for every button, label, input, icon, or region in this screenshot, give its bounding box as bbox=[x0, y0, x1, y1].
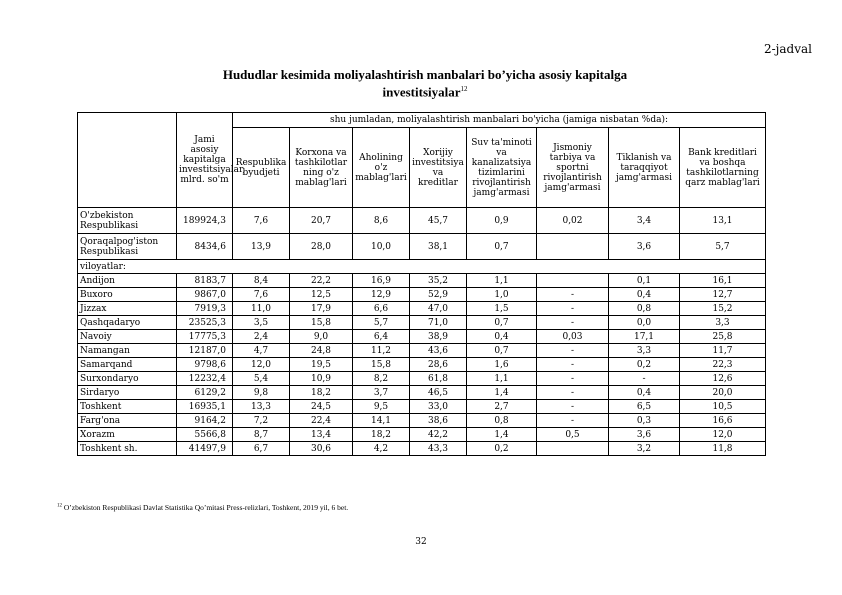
value-cell: 18,2 bbox=[353, 428, 410, 442]
region-cell: Xorazm bbox=[78, 428, 177, 442]
total-cell: 9164,2 bbox=[177, 414, 233, 428]
value-cell: 1,1 bbox=[467, 274, 537, 288]
value-cell: 22,3 bbox=[680, 358, 766, 372]
header-col-6: Tiklanish va taraqqiyot jamg'armasi bbox=[609, 128, 680, 208]
value-cell: - bbox=[537, 386, 609, 400]
value-cell: 61,8 bbox=[410, 372, 467, 386]
value-cell: 13,4 bbox=[290, 428, 353, 442]
value-cell: 2,4 bbox=[233, 330, 290, 344]
table-row bbox=[78, 442, 766, 456]
header-region-blank bbox=[78, 113, 177, 208]
value-cell: 6,4 bbox=[353, 330, 410, 344]
region-cell: Namangan bbox=[78, 344, 177, 358]
header-col-1: Korxona va tashkilotlar ning o'z mablag'lari bbox=[290, 128, 353, 208]
value-cell: 17,9 bbox=[290, 302, 353, 316]
value-cell: 28,0 bbox=[290, 234, 353, 260]
region-cell: Qashqadaryo bbox=[78, 316, 177, 330]
region-cell: Sirdaryo bbox=[78, 386, 177, 400]
value-cell: 6,5 bbox=[609, 400, 680, 414]
value-cell: - bbox=[537, 316, 609, 330]
value-cell: 24,8 bbox=[290, 344, 353, 358]
table-row bbox=[78, 288, 766, 302]
page-number: 32 bbox=[415, 537, 427, 547]
value-cell: 0,1 bbox=[609, 274, 680, 288]
value-cell: 10,5 bbox=[680, 400, 766, 414]
table-row bbox=[78, 372, 766, 386]
value-cell: 1,6 bbox=[467, 358, 537, 372]
value-cell: 8,2 bbox=[353, 372, 410, 386]
value-cell: 19,5 bbox=[290, 358, 353, 372]
value-cell: 38,9 bbox=[410, 330, 467, 344]
value-cell: 28,6 bbox=[410, 358, 467, 372]
value-cell bbox=[537, 274, 609, 288]
value-cell: 0,5 bbox=[537, 428, 609, 442]
value-cell: 0,7 bbox=[467, 344, 537, 358]
value-cell: - bbox=[537, 414, 609, 428]
value-cell: 12,7 bbox=[680, 288, 766, 302]
value-cell: 11,7 bbox=[680, 344, 766, 358]
value-cell bbox=[537, 442, 609, 456]
total-cell: 9798,6 bbox=[177, 358, 233, 372]
value-cell: 11,2 bbox=[353, 344, 410, 358]
value-cell: 3,7 bbox=[353, 386, 410, 400]
table-row bbox=[78, 330, 766, 344]
header-col-7: Bank kreditlari va boshqa tashkilotlarning qarz mablag'lari bbox=[680, 128, 766, 208]
value-cell: 38,6 bbox=[410, 414, 467, 428]
value-cell: 24,5 bbox=[290, 400, 353, 414]
value-cell: 7,2 bbox=[233, 414, 290, 428]
value-cell: 46,5 bbox=[410, 386, 467, 400]
value-cell: 5,7 bbox=[680, 234, 766, 260]
title-footnote-ref: 12 bbox=[460, 85, 468, 93]
value-cell: - bbox=[537, 302, 609, 316]
value-cell: 15,8 bbox=[353, 358, 410, 372]
table-row bbox=[78, 274, 766, 288]
value-cell: 12,5 bbox=[290, 288, 353, 302]
value-cell: 6,6 bbox=[353, 302, 410, 316]
value-cell: 1,1 bbox=[467, 372, 537, 386]
region-cell: Farg'ona bbox=[78, 414, 177, 428]
value-cell: - bbox=[537, 400, 609, 414]
value-cell: 12,0 bbox=[233, 358, 290, 372]
value-cell: 14,1 bbox=[353, 414, 410, 428]
value-cell: 9,8 bbox=[233, 386, 290, 400]
table-row bbox=[78, 302, 766, 316]
total-cell: 12187,0 bbox=[177, 344, 233, 358]
value-cell: 43,6 bbox=[410, 344, 467, 358]
value-cell: 0,03 bbox=[537, 330, 609, 344]
value-cell: 45,7 bbox=[410, 208, 467, 234]
value-cell: 22,4 bbox=[290, 414, 353, 428]
value-cell: 25,8 bbox=[680, 330, 766, 344]
value-cell: 3,3 bbox=[680, 316, 766, 330]
value-cell: 3,3 bbox=[609, 344, 680, 358]
value-cell: 11,8 bbox=[680, 442, 766, 456]
value-cell: 20,7 bbox=[290, 208, 353, 234]
total-cell: 8183,7 bbox=[177, 274, 233, 288]
value-cell: 1,0 bbox=[467, 288, 537, 302]
value-cell: 0,4 bbox=[609, 386, 680, 400]
value-cell: 13,9 bbox=[233, 234, 290, 260]
title-line-1: Hududlar kesimida moliyalashtirish manbalari bo’yicha asosiy kapitalga bbox=[222, 67, 628, 82]
value-cell: 22,2 bbox=[290, 274, 353, 288]
table-row bbox=[78, 208, 766, 234]
value-cell: 7,6 bbox=[233, 208, 290, 234]
total-cell: 16935,1 bbox=[177, 400, 233, 414]
value-cell: 52,9 bbox=[410, 288, 467, 302]
value-cell: 8,6 bbox=[353, 208, 410, 234]
value-cell: 0,7 bbox=[467, 234, 537, 260]
value-cell: 16,1 bbox=[680, 274, 766, 288]
footnote-text: O’zbekiston Respublikasi Davlat Statistika Qo’mitasi Press-relizlari, Toshkent, 2019 yil, 6 bet. bbox=[63, 503, 349, 512]
value-cell: 4,7 bbox=[233, 344, 290, 358]
header-col-0: Respublika byudjeti bbox=[233, 128, 290, 208]
value-cell: 30,6 bbox=[290, 442, 353, 456]
title-line-2-text: investitsiyalar bbox=[382, 84, 461, 100]
header-group: shu jumladan, moliyalashtirish manbalari bo'yicha (jamiga nisbatan %da): bbox=[233, 113, 766, 128]
value-cell: 9,0 bbox=[290, 330, 353, 344]
table-row bbox=[78, 358, 766, 372]
value-cell: 47,0 bbox=[410, 302, 467, 316]
value-cell: 12,0 bbox=[680, 428, 766, 442]
value-cell: 12,9 bbox=[353, 288, 410, 302]
value-cell: 8,4 bbox=[233, 274, 290, 288]
value-cell: 3,4 bbox=[609, 208, 680, 234]
table-row bbox=[78, 386, 766, 400]
value-cell bbox=[537, 234, 609, 260]
value-cell: 7,6 bbox=[233, 288, 290, 302]
header-col-5: Jismoniy tarbiya va sportni rivojlantirish jamg'armasi bbox=[537, 128, 609, 208]
value-cell: 0,02 bbox=[537, 208, 609, 234]
total-cell: 12232,4 bbox=[177, 372, 233, 386]
total-cell: 23525,3 bbox=[177, 316, 233, 330]
value-cell: 38,1 bbox=[410, 234, 467, 260]
region-cell: Jizzax bbox=[78, 302, 177, 316]
header-col-2: Aholining o'z mablag'lari bbox=[353, 128, 410, 208]
value-cell: 11,0 bbox=[233, 302, 290, 316]
region-cell: Buxoro bbox=[78, 288, 177, 302]
region-cell: Toshkent bbox=[78, 400, 177, 414]
section-row bbox=[78, 260, 766, 274]
value-cell: 0,7 bbox=[467, 316, 537, 330]
total-cell: 5566,8 bbox=[177, 428, 233, 442]
value-cell: 17,1 bbox=[609, 330, 680, 344]
value-cell: 1,4 bbox=[467, 428, 537, 442]
value-cell: 0,2 bbox=[467, 442, 537, 456]
value-cell: 4,2 bbox=[353, 442, 410, 456]
total-cell: 6129,2 bbox=[177, 386, 233, 400]
footnote bbox=[57, 503, 348, 512]
title-line-2 bbox=[130, 82, 720, 99]
region-cell: Andijon bbox=[78, 274, 177, 288]
header-col-4: Suv ta'minoti va kanalizatsiya tizimlarini rivojlantirish jamg'armasi bbox=[467, 128, 537, 208]
value-cell: 42,2 bbox=[410, 428, 467, 442]
value-cell: 10,9 bbox=[290, 372, 353, 386]
value-cell: 18,2 bbox=[290, 386, 353, 400]
region-cell: Navoiy bbox=[78, 330, 177, 344]
section-label: viloyatlar: bbox=[78, 260, 766, 274]
value-cell: 8,7 bbox=[233, 428, 290, 442]
total-cell: 7919,3 bbox=[177, 302, 233, 316]
region-cell: Samarqand bbox=[78, 358, 177, 372]
value-cell: 1,5 bbox=[467, 302, 537, 316]
table-row bbox=[78, 428, 766, 442]
value-cell: 16,6 bbox=[680, 414, 766, 428]
footnote-ref: 12 bbox=[57, 503, 62, 509]
value-cell: 3,6 bbox=[609, 428, 680, 442]
value-cell: 13,1 bbox=[680, 208, 766, 234]
region-cell: Surxondaryo bbox=[78, 372, 177, 386]
value-cell: 15,2 bbox=[680, 302, 766, 316]
value-cell: 35,2 bbox=[410, 274, 467, 288]
total-cell: 189924,3 bbox=[177, 208, 233, 234]
value-cell: - bbox=[537, 372, 609, 386]
value-cell: 3,5 bbox=[233, 316, 290, 330]
value-cell: 0,8 bbox=[609, 302, 680, 316]
value-cell: 9,5 bbox=[353, 400, 410, 414]
value-cell: 12,6 bbox=[680, 372, 766, 386]
page-title bbox=[130, 67, 720, 99]
investment-table bbox=[77, 112, 766, 456]
total-cell: 41497,9 bbox=[177, 442, 233, 456]
table-row bbox=[78, 400, 766, 414]
value-cell: 71,0 bbox=[410, 316, 467, 330]
region-cell: Toshkent sh. bbox=[78, 442, 177, 456]
table-row bbox=[78, 316, 766, 330]
value-cell: 0,8 bbox=[467, 414, 537, 428]
value-cell: 13,3 bbox=[233, 400, 290, 414]
value-cell: 3,6 bbox=[609, 234, 680, 260]
value-cell: 15,8 bbox=[290, 316, 353, 330]
value-cell: 20,0 bbox=[680, 386, 766, 400]
value-cell: 0,2 bbox=[609, 358, 680, 372]
value-cell: - bbox=[537, 358, 609, 372]
value-cell: 0,9 bbox=[467, 208, 537, 234]
value-cell: 0,4 bbox=[609, 288, 680, 302]
value-cell: 3,2 bbox=[609, 442, 680, 456]
header-col-3: Xorijiy investitsiya va kreditlar bbox=[410, 128, 467, 208]
total-cell: 8434,6 bbox=[177, 234, 233, 260]
table-row bbox=[78, 414, 766, 428]
total-cell: 17775,3 bbox=[177, 330, 233, 344]
region-cell: O'zbekiston Respublikasi bbox=[78, 208, 177, 234]
value-cell: 6,7 bbox=[233, 442, 290, 456]
total-cell: 9867,0 bbox=[177, 288, 233, 302]
table-row bbox=[78, 234, 766, 260]
table-label: 2-jadval bbox=[763, 42, 812, 56]
value-cell: 5,4 bbox=[233, 372, 290, 386]
value-cell: 2,7 bbox=[467, 400, 537, 414]
value-cell: - bbox=[537, 288, 609, 302]
value-cell: 43,3 bbox=[410, 442, 467, 456]
value-cell: 16,9 bbox=[353, 274, 410, 288]
value-cell: - bbox=[537, 344, 609, 358]
value-cell: - bbox=[609, 372, 680, 386]
value-cell: 0,3 bbox=[609, 414, 680, 428]
table-body bbox=[78, 208, 766, 456]
table-row bbox=[78, 344, 766, 358]
value-cell: 33,0 bbox=[410, 400, 467, 414]
value-cell: 1,4 bbox=[467, 386, 537, 400]
header-row-1 bbox=[78, 113, 766, 128]
value-cell: 10,0 bbox=[353, 234, 410, 260]
value-cell: 5,7 bbox=[353, 316, 410, 330]
value-cell: 0,0 bbox=[609, 316, 680, 330]
value-cell: 0,4 bbox=[467, 330, 537, 344]
header-total: Jami asosiy kapitalga investitsiyalar, mlrd. so'm bbox=[177, 113, 233, 208]
region-cell: Qoraqalpog'iston Respublikasi bbox=[78, 234, 177, 260]
